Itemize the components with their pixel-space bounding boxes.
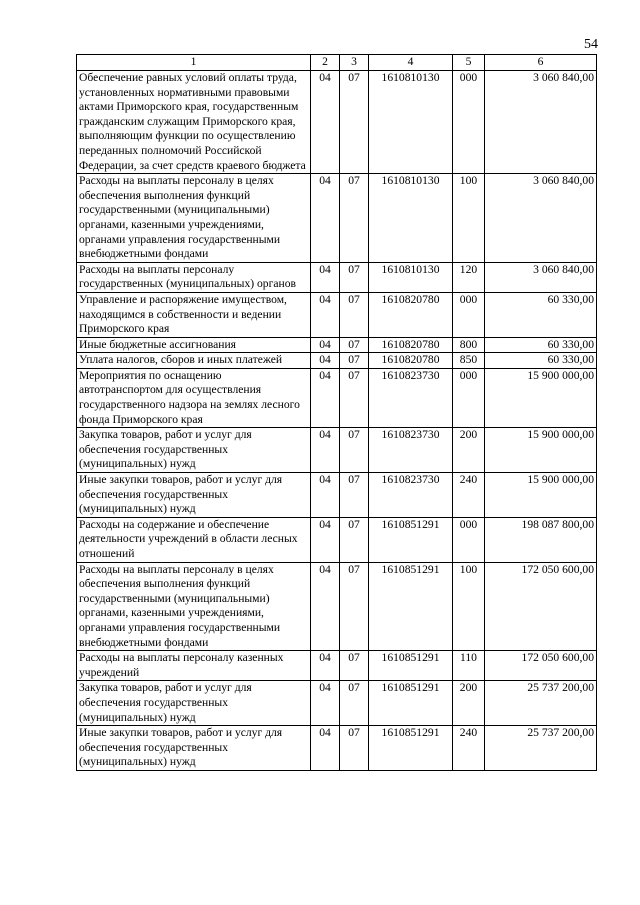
- row-section: 04: [311, 337, 340, 353]
- row-expense-type: 000: [453, 368, 485, 427]
- table-row: [77, 353, 597, 369]
- row-subsection: 07: [340, 292, 369, 337]
- header-col-6: 6: [485, 55, 597, 71]
- table-row: [77, 651, 597, 681]
- row-name: Расходы на содержание и обеспечение деятельности учреждений в области лесных отношений: [77, 517, 311, 562]
- table-row: [77, 368, 597, 427]
- table-row: [77, 262, 597, 292]
- row-subsection: 07: [340, 353, 369, 369]
- row-sum: 15 900 000,00: [485, 473, 597, 518]
- row-name: Иные закупки товаров, работ и услуг для обеспечения государственных (муниципальных) нужд: [77, 726, 311, 771]
- table-row: [77, 428, 597, 473]
- row-name: Закупка товаров, работ и услуг для обеспечения государственных (муниципальных) нужд: [77, 428, 311, 473]
- row-sum: 15 900 000,00: [485, 428, 597, 473]
- row-name: Расходы на выплаты персоналу государственных (муниципальных) органов: [77, 262, 311, 292]
- row-section: 04: [311, 562, 340, 651]
- row-name: Иные бюджетные ассигнования: [77, 337, 311, 353]
- table-row: [77, 681, 597, 726]
- table-row: [77, 517, 597, 562]
- row-name: Управление и распоряжение имуществом, находящимся в собственности и ведении Приморского края: [77, 292, 311, 337]
- header-col-5: 5: [453, 55, 485, 71]
- row-target-article: 1610820780: [369, 353, 453, 369]
- row-section: 04: [311, 428, 340, 473]
- row-subsection: 07: [340, 368, 369, 427]
- row-target-article: 1610810130: [369, 262, 453, 292]
- row-target-article: 1610823730: [369, 428, 453, 473]
- row-target-article: 1610851291: [369, 517, 453, 562]
- row-expense-type: 100: [453, 562, 485, 651]
- header-row: [77, 55, 597, 71]
- row-section: 04: [311, 651, 340, 681]
- row-expense-type: 240: [453, 473, 485, 518]
- budget-table: [76, 54, 597, 771]
- table-row: [77, 337, 597, 353]
- table-row: [77, 473, 597, 518]
- row-expense-type: 120: [453, 262, 485, 292]
- row-expense-type: 850: [453, 353, 485, 369]
- table-row: [77, 292, 597, 337]
- table-row: [77, 726, 597, 771]
- row-section: 04: [311, 681, 340, 726]
- row-subsection: 07: [340, 651, 369, 681]
- row-target-article: 1610851291: [369, 681, 453, 726]
- row-target-article: 1610851291: [369, 651, 453, 681]
- header-col-2: 2: [311, 55, 340, 71]
- row-name: Мероприятия по оснащению автотранспортом для осуществления государственного надзора на землях лесного фонда Приморского края: [77, 368, 311, 427]
- row-subsection: 07: [340, 174, 369, 263]
- row-subsection: 07: [340, 262, 369, 292]
- row-name: Обеспечение равных условий оплаты труда, установленных нормативными правовыми актами Приморского края, государственным гражданским служащим Приморского края, выполняющим функции по осуществлению переданных полномочий Российской Федерации, за счет средств краевого бюджета: [77, 71, 311, 174]
- row-expense-type: 800: [453, 337, 485, 353]
- row-target-article: 1610851291: [369, 726, 453, 771]
- row-expense-type: 000: [453, 292, 485, 337]
- row-sum: 172 050 600,00: [485, 562, 597, 651]
- row-name: Расходы на выплаты персоналу казенных учреждений: [77, 651, 311, 681]
- row-expense-type: 000: [453, 517, 485, 562]
- header-col-4: 4: [369, 55, 453, 71]
- row-target-article: 1610810130: [369, 71, 453, 174]
- row-name: Уплата налогов, сборов и иных платежей: [77, 353, 311, 369]
- row-sum: 60 330,00: [485, 292, 597, 337]
- table-row: [77, 71, 597, 174]
- row-section: 04: [311, 353, 340, 369]
- row-expense-type: 110: [453, 651, 485, 681]
- row-subsection: 07: [340, 337, 369, 353]
- row-section: 04: [311, 473, 340, 518]
- row-target-article: 1610823730: [369, 473, 453, 518]
- row-expense-type: 200: [453, 681, 485, 726]
- row-section: 04: [311, 292, 340, 337]
- header-col-3: 3: [340, 55, 369, 71]
- table-row: [77, 562, 597, 651]
- row-sum: 198 087 800,00: [485, 517, 597, 562]
- row-target-article: 1610823730: [369, 368, 453, 427]
- row-sum: 60 330,00: [485, 337, 597, 353]
- row-expense-type: 000: [453, 71, 485, 174]
- row-subsection: 07: [340, 428, 369, 473]
- row-target-article: 1610810130: [369, 174, 453, 263]
- row-subsection: 07: [340, 726, 369, 771]
- row-expense-type: 240: [453, 726, 485, 771]
- row-target-article: 1610820780: [369, 292, 453, 337]
- row-section: 04: [311, 517, 340, 562]
- row-section: 04: [311, 726, 340, 771]
- row-sum: 172 050 600,00: [485, 651, 597, 681]
- row-sum: 15 900 000,00: [485, 368, 597, 427]
- row-name: Иные закупки товаров, работ и услуг для обеспечения государственных (муниципальных) нужд: [77, 473, 311, 518]
- row-expense-type: 200: [453, 428, 485, 473]
- row-subsection: 07: [340, 681, 369, 726]
- row-sum: 25 737 200,00: [485, 726, 597, 771]
- row-sum: 3 060 840,00: [485, 262, 597, 292]
- row-section: 04: [311, 262, 340, 292]
- row-sum: 3 060 840,00: [485, 174, 597, 263]
- row-subsection: 07: [340, 473, 369, 518]
- row-target-article: 1610820780: [369, 337, 453, 353]
- row-subsection: 07: [340, 517, 369, 562]
- row-section: 04: [311, 174, 340, 263]
- row-sum: 60 330,00: [485, 353, 597, 369]
- row-name: Расходы на выплаты персоналу в целях обеспечения выполнения функций государственными (муниципальными) органами, казенными учреждениями, органами управления государственными внебюджетными фондами: [77, 562, 311, 651]
- table-row: [77, 174, 597, 263]
- row-target-article: 1610851291: [369, 562, 453, 651]
- row-sum: 3 060 840,00: [485, 71, 597, 174]
- row-expense-type: 100: [453, 174, 485, 263]
- row-name: Расходы на выплаты персоналу в целях обеспечения выполнения функций государственными (муниципальными) органами, казенными учреждениями, органами управления государственными внебюджетными фондами: [77, 174, 311, 263]
- header-col-1: 1: [77, 55, 311, 71]
- row-name: Закупка товаров, работ и услуг для обеспечения государственных (муниципальных) нужд: [77, 681, 311, 726]
- row-section: 04: [311, 71, 340, 174]
- page-number: 54: [584, 37, 598, 52]
- row-subsection: 07: [340, 562, 369, 651]
- row-sum: 25 737 200,00: [485, 681, 597, 726]
- row-subsection: 07: [340, 71, 369, 174]
- row-section: 04: [311, 368, 340, 427]
